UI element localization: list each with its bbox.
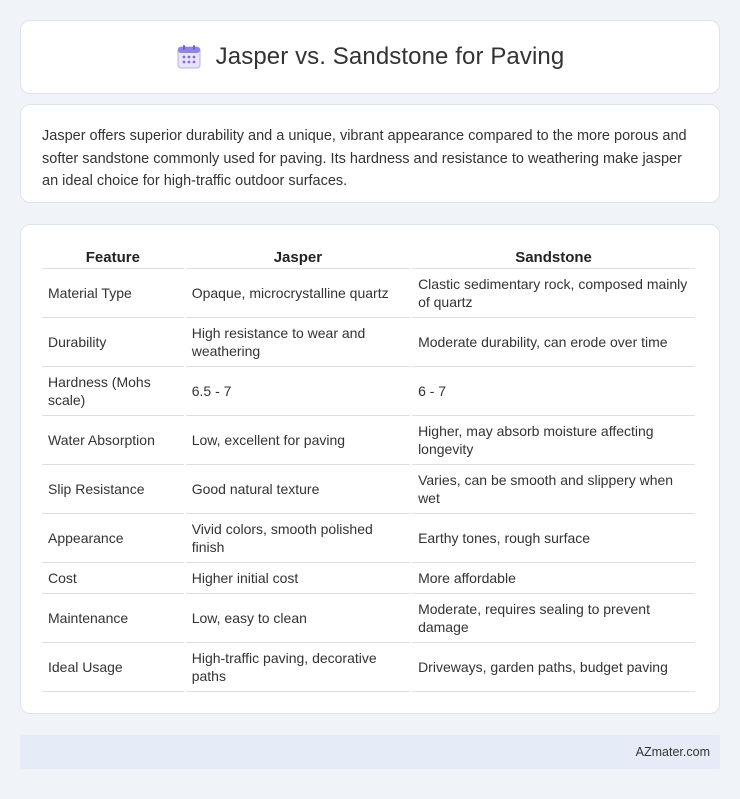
sandstone-cell: 6 - 7 xyxy=(412,367,695,416)
sandstone-cell: Moderate, requires sealing to prevent damage xyxy=(412,594,695,643)
header-feature: Feature xyxy=(42,245,184,269)
header-sandstone: Sandstone xyxy=(412,245,695,269)
sandstone-cell: Moderate durability, can erode over time xyxy=(412,318,695,367)
comparison-card xyxy=(20,224,720,714)
sandstone-cell: Earthy tones, rough surface xyxy=(412,514,695,563)
table-row xyxy=(42,514,695,563)
feature-cell: Maintenance xyxy=(42,594,184,643)
jasper-cell: Low, excellent for paving xyxy=(186,416,410,465)
table-row xyxy=(42,416,695,465)
feature-cell: Ideal Usage xyxy=(42,643,184,692)
feature-cell: Water Absorption xyxy=(42,416,184,465)
page-title: Jasper vs. Sandstone for Paving xyxy=(215,43,565,70)
table-row xyxy=(42,465,695,514)
table-row xyxy=(42,563,695,594)
feature-cell: Durability xyxy=(42,318,184,367)
footer-bar xyxy=(20,735,720,769)
jasper-cell: 6.5 - 7 xyxy=(186,367,410,416)
feature-cell: Cost xyxy=(42,563,184,594)
title-wrap xyxy=(176,43,565,71)
sandstone-cell: Clastic sedimentary rock, composed mainly of quartz xyxy=(412,269,695,318)
feature-cell: Appearance xyxy=(42,514,184,563)
calendar-icon xyxy=(176,44,202,70)
jasper-cell: High resistance to wear and weathering xyxy=(186,318,410,367)
jasper-cell: Good natural texture xyxy=(186,465,410,514)
jasper-cell: Higher initial cost xyxy=(186,563,410,594)
table-row xyxy=(42,367,695,416)
footer-brand[interactable]: AZmater.com xyxy=(635,745,710,759)
jasper-cell: Opaque, microcrystalline quartz xyxy=(186,269,410,318)
description-card xyxy=(20,104,720,203)
table-header-row xyxy=(42,245,695,269)
sandstone-cell: Higher, may absorb moisture affecting longevity xyxy=(412,416,695,465)
table-row xyxy=(42,318,695,367)
jasper-cell: Vivid colors, smooth polished finish xyxy=(186,514,410,563)
feature-cell: Material Type xyxy=(42,269,184,318)
jasper-cell: High-traffic paving, decorative paths xyxy=(186,643,410,692)
table-row xyxy=(42,643,695,692)
header-jasper: Jasper xyxy=(186,245,410,269)
feature-cell: Hardness (Mohs scale) xyxy=(42,367,184,416)
sandstone-cell: Driveways, garden paths, budget paving xyxy=(412,643,695,692)
comparison-table xyxy=(40,245,697,692)
table-row xyxy=(42,594,695,643)
table-row xyxy=(42,269,695,318)
description-text: Jasper offers superior durability and a unique, vibrant appearance compared to the more porous and softer sandstone commonly used for paving. Its hardness and resistance to weathering make jasper an ideal choice for high-traffic outdoor surfaces. xyxy=(42,128,687,189)
feature-cell: Slip Resistance xyxy=(42,465,184,514)
title-card xyxy=(20,20,720,94)
jasper-cell: Low, easy to clean xyxy=(186,594,410,643)
sandstone-cell: More affordable xyxy=(412,563,695,594)
sandstone-cell: Varies, can be smooth and slippery when wet xyxy=(412,465,695,514)
